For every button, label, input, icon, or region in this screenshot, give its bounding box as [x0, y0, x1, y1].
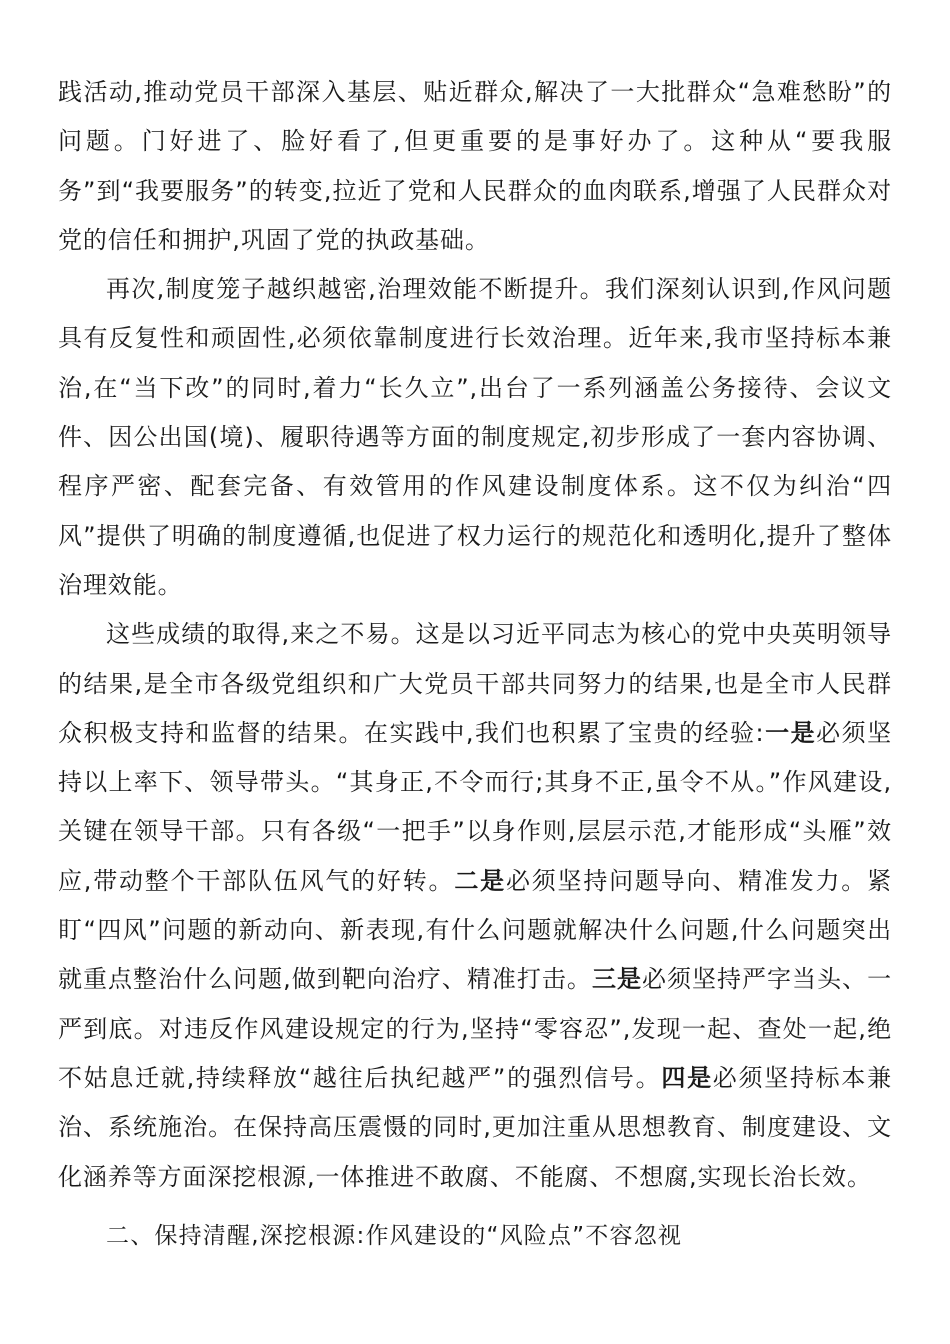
paragraph-3-intro: 这些成绩的取得,来之不易。这是以习近平同志为核心的党中央英明领导的结果,是全市各级党组织和广大党员干部共同努力的结果,也是全市人民群众积极支持和监督的结果。在实践中,我们也积累了宝贵的经验: [58, 620, 892, 747]
point-three-label: 三是 [591, 965, 642, 994]
paragraph-institutional-system [58, 265, 892, 610]
point-one-text: 必须坚持以上率下、领导带头。“其身正,不令而行;其身不正,虽令不从。”作风建设,关键在领导干部。只有各级“一把手”以身作则,层层示范,才能形成“头雁”效应,带动整个干部队伍风气的好转。 [58, 718, 892, 895]
body-text [58, 68, 892, 1202]
paragraph-2-text: 再次,制度笼子越织越密,治理效能不断提升。我们深刻认识到,作风问题具有反复性和顽固性,必须依靠制度进行长效治理。近年来,我市坚持标本兼治,在“当下改”的同时,着力“长久立”,出台了一系列涵盖公务接待、会议文件、因公出国(境)、履职待遇等方面的制度规定,初步形成了一套内容协调、程序严密、配套完备、有效管用的作风建设制度体系。这不仅为纠治“四风”提供了明确的制度遵循,也促进了权力运行的规范化和透明化,提升了整体治理效能。 [58, 275, 892, 599]
paragraph-continuation [58, 68, 892, 265]
point-one-label: 一是 [764, 718, 817, 747]
point-four-text: 必须坚持标本兼治、系统施治。在保持高压震慑的同时,更加注重从思想教育、制度建设、文化涵养等方面深挖根源,一体推进不敢腐、不能腐、不想腐,实现长治长效。 [58, 1063, 892, 1191]
point-two-label: 二是 [454, 866, 506, 895]
point-four-label: 四是 [661, 1063, 713, 1092]
paragraph-experience-summary [58, 610, 892, 1202]
point-three-text: 必须坚持严字当头、一严到底。对违反作风建设规定的行为,坚持“零容忍”,发现一起、查处一起,绝不姑息迁就,持续释放“越往后执纪越严”的强烈信号。 [58, 965, 892, 1092]
point-two-text: 必须坚持问题导向、精准发力。紧盯“四风”问题的新动向、新表现,有什么问题就解决什么问题,什么问题突出就重点整治什么问题,做到靶向治疗、精准打击。 [58, 866, 892, 994]
section-heading: 二、保持清醒,深挖根源:作风建设的“风险点”不容忽视 [106, 1223, 683, 1249]
paragraph-1-text: 践活动,推动党员干部深入基层、贴近群众,解决了一大批群众“急难愁盼”的问题。门好进了、脸好看了,但更重要的是事好办了。这种从“要我服务”到“我要服务”的转变,拉近了党和人民群众的血肉联系,增强了人民群众对党的信任和拥护,巩固了党的执政基础。 [58, 78, 892, 254]
